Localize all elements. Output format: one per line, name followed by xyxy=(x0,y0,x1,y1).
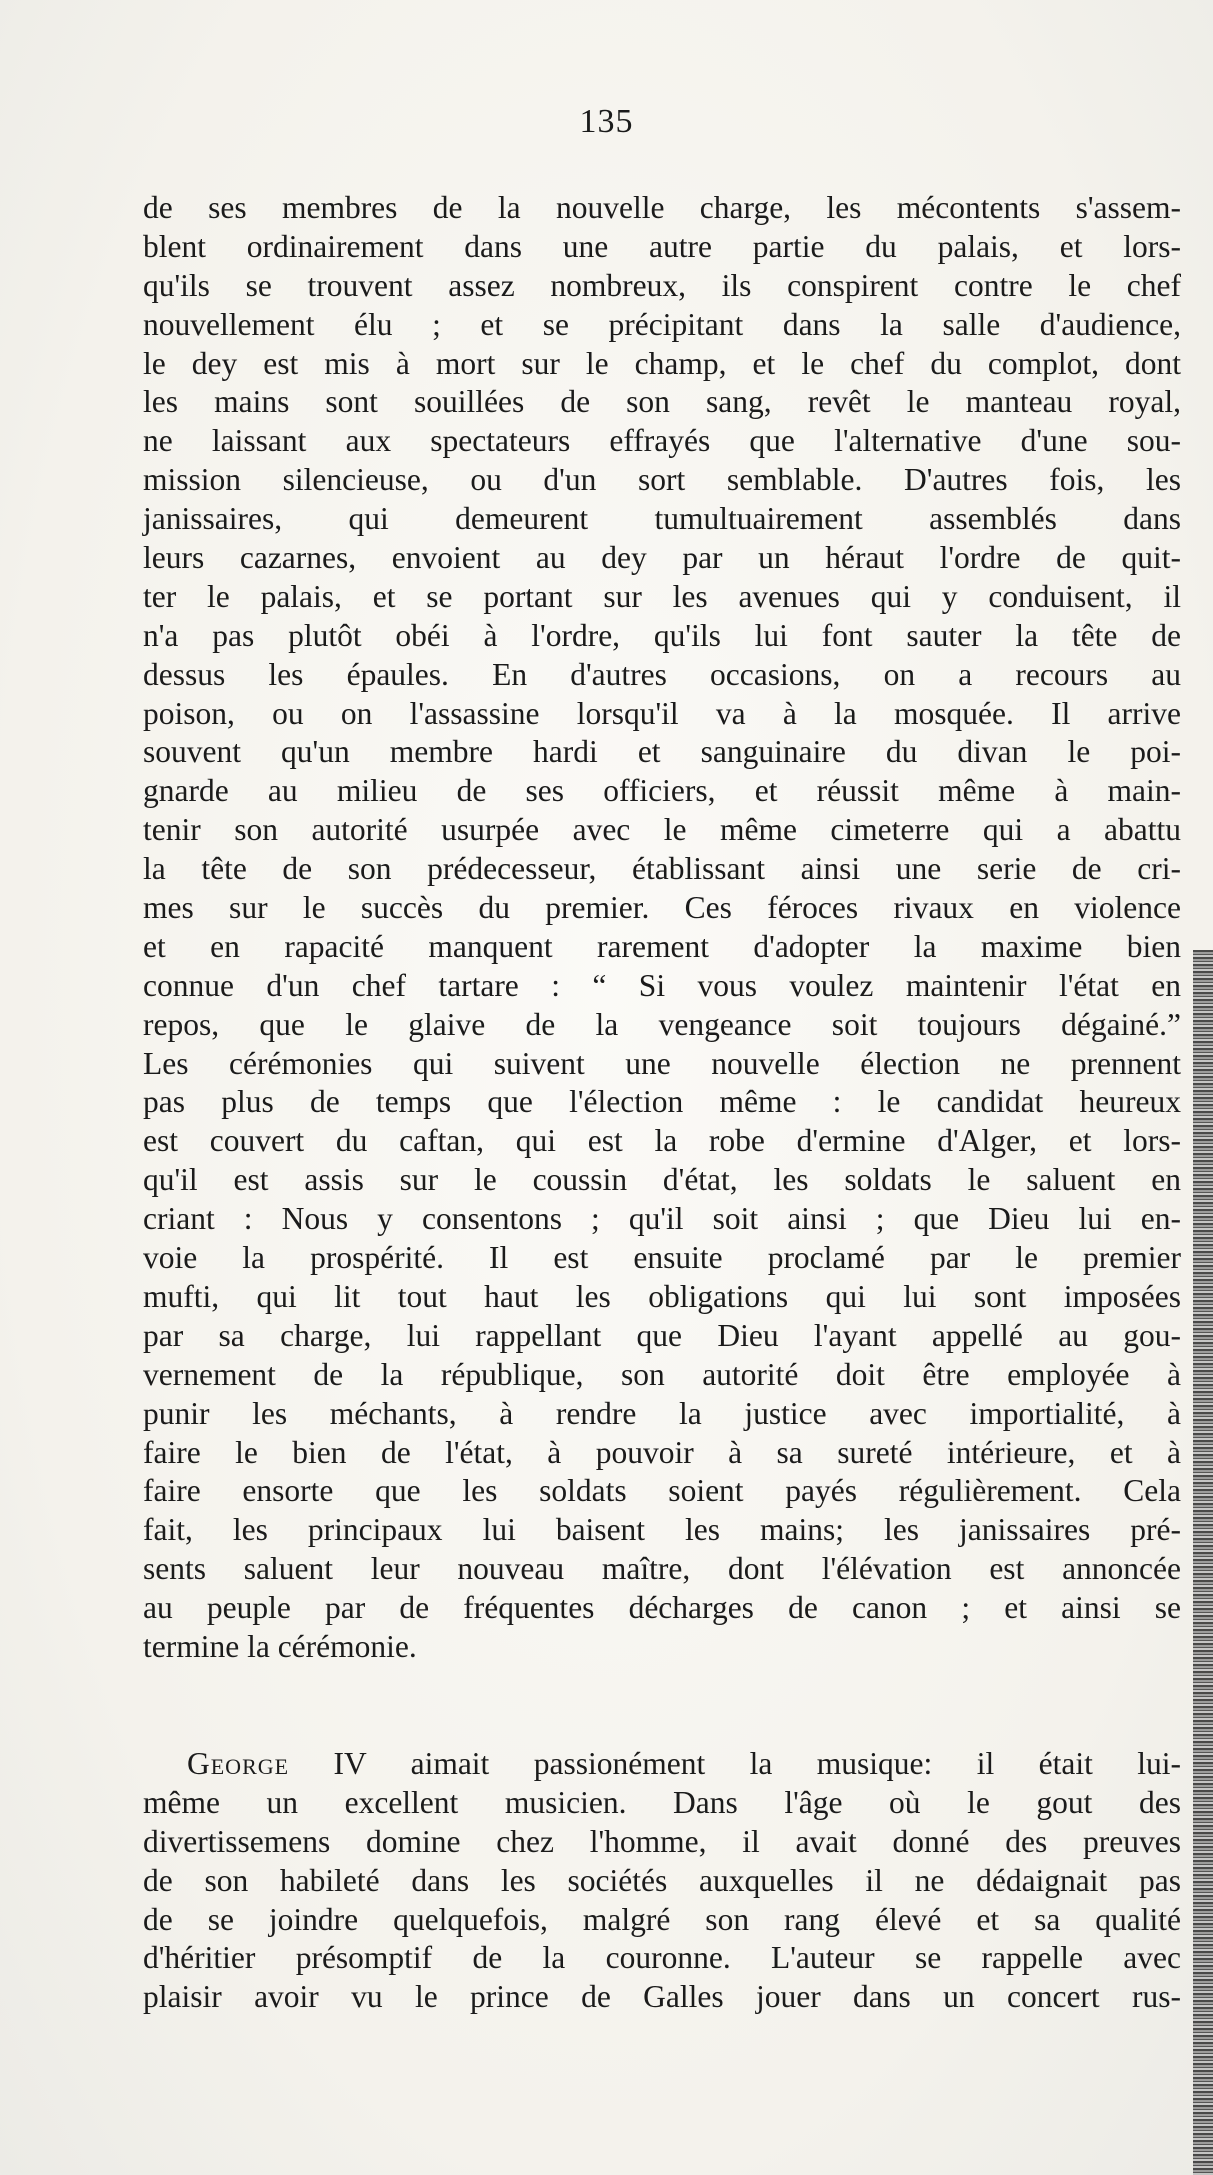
text-line: les mains sont souillées de son sang, revêt le manteau royal, xyxy=(143,384,1181,420)
page-number: 135 xyxy=(579,103,634,140)
text-line: d'héritier présomptif de la couronne. L'auteur se rappelle avec xyxy=(143,1940,1181,1976)
text-line: Les cérémonies qui suivent une nouvelle élection ne prennent xyxy=(143,1045,1181,1081)
text-line: mission silencieuse, ou d'un sort semblable. D'autres fois, les xyxy=(143,462,1181,498)
paragraph-2 xyxy=(143,1745,1181,2017)
text-line: repos, que le glaive de la vengeance soit toujours dégainé.” xyxy=(143,1006,1181,1042)
text-line: pas plus de temps que l'élection même : le candidat heureux xyxy=(143,1084,1181,1120)
text-line: mes sur le succès du premier. Ces féroces rivaux en violence xyxy=(143,890,1181,926)
text-line: est couvert du caftan, qui est la robe d'ermine d'Alger, et lors- xyxy=(143,1123,1181,1159)
text-line: mufti, qui lit tout haut les obligations qui lui sont imposées xyxy=(143,1278,1181,1314)
text-line: même un excellent musicien. Dans l'âge où le gout des xyxy=(143,1784,1181,1820)
text-line: connue d'un chef tartare : “ Si vous voulez maintenir l'état en xyxy=(143,967,1181,1003)
text-line: leurs cazarnes, envoient au dey par un héraut l'ordre de quit- xyxy=(143,540,1181,576)
text-line: sents saluent leur nouveau maître, dont l'élévation est annoncée xyxy=(143,1551,1181,1587)
text-line: qu'ils se trouvent assez nombreux, ils conspirent contre le chef xyxy=(143,267,1181,303)
text-line: qu'il est assis sur le coussin d'état, les soldats le saluent en xyxy=(143,1162,1181,1198)
text-line: poison, ou on l'assassine lorsqu'il va à la mosquée. Il arrive xyxy=(143,695,1181,731)
text-line: tenir son autorité usurpée avec le même cimeterre qui a abattu xyxy=(143,812,1181,848)
paragraph-1 xyxy=(143,189,1181,1667)
text-line: au peuple par de fréquentes décharges de canon ; et ainsi se xyxy=(143,1590,1181,1626)
text-line: termine la cérémonie. xyxy=(143,1628,417,1664)
text-line: ter le palais, et se portant sur les avenues qui y conduisent, il xyxy=(143,578,1181,614)
text-line: le dey est mis à mort sur le champ, et le chef du complot, dont xyxy=(143,345,1181,381)
text-line: criant : Nous y consentons ; qu'il soit ainsi ; que Dieu lui en- xyxy=(143,1201,1181,1237)
text-line: et en rapacité manquent rarement d'adopter la maxime bien xyxy=(143,928,1181,964)
text-line: gnarde au milieu de ses officiers, et réussit même à main- xyxy=(143,773,1181,809)
text-line: de se joindre quelquefois, malgré son rang élevé et sa qualité xyxy=(143,1901,1181,1937)
page-edge-shadow xyxy=(1193,950,1213,2175)
text-line: n'a pas plutôt obéi à l'ordre, qu'ils lui font sauter la tête de xyxy=(143,617,1181,653)
text-line: voie la prospérité. Il est ensuite proclamé par le premier xyxy=(143,1240,1181,1276)
text-line: fait, les principaux lui baisent les mains; les janissaires pré- xyxy=(143,1512,1181,1548)
text-line: plaisir avoir vu le prince de Galles jouer dans un concert rus- xyxy=(143,1979,1181,2015)
text-line: faire ensorte que les soldats soient payés régulièrement. Cela xyxy=(143,1473,1181,1509)
text-line: faire le bien de l'état, à pouvoir à sa sureté intérieure, et à xyxy=(143,1434,1181,1470)
text-line: blent ordinairement dans une autre partie du palais, et lors- xyxy=(143,228,1181,264)
first-line-rest: IV aimait passionément la musique: il était lui- xyxy=(289,1746,1181,1781)
text-line: divertissemens domine chez l'homme, il avait donné des preuves xyxy=(143,1823,1181,1859)
text-line: vernement de la république, son autorité doit être employée à xyxy=(143,1356,1181,1392)
text-line: ne laissant aux spectateurs effrayés que l'alternative d'une sou- xyxy=(143,423,1181,459)
text-line: par sa charge, lui rappellant que Dieu l'ayant appellé au gou- xyxy=(143,1317,1181,1353)
text-line: janissaires, qui demeurent tumultuairement assemblés dans xyxy=(143,501,1181,537)
text-line: la tête de son prédecesseur, établissant ainsi une serie de cri- xyxy=(143,851,1181,887)
text-line: punir les méchants, à rendre la justice avec importialité, à xyxy=(143,1395,1181,1431)
text-line: de ses membres de la nouvelle charge, les mécontents s'assem- xyxy=(143,190,1181,225)
lead-word: George xyxy=(187,1746,290,1781)
text-line: souvent qu'un membre hardi et sanguinaire du divan le poi- xyxy=(143,734,1181,770)
text-line: nouvellement élu ; et se précipitant dans la salle d'audience, xyxy=(143,306,1181,342)
text-line: dessus les épaules. En d'autres occasions, on a recours au xyxy=(143,656,1181,692)
text-line: de son habileté dans les sociétés auxquelles il ne dédaignait pas xyxy=(143,1862,1181,1898)
text-line xyxy=(143,1745,1181,1784)
